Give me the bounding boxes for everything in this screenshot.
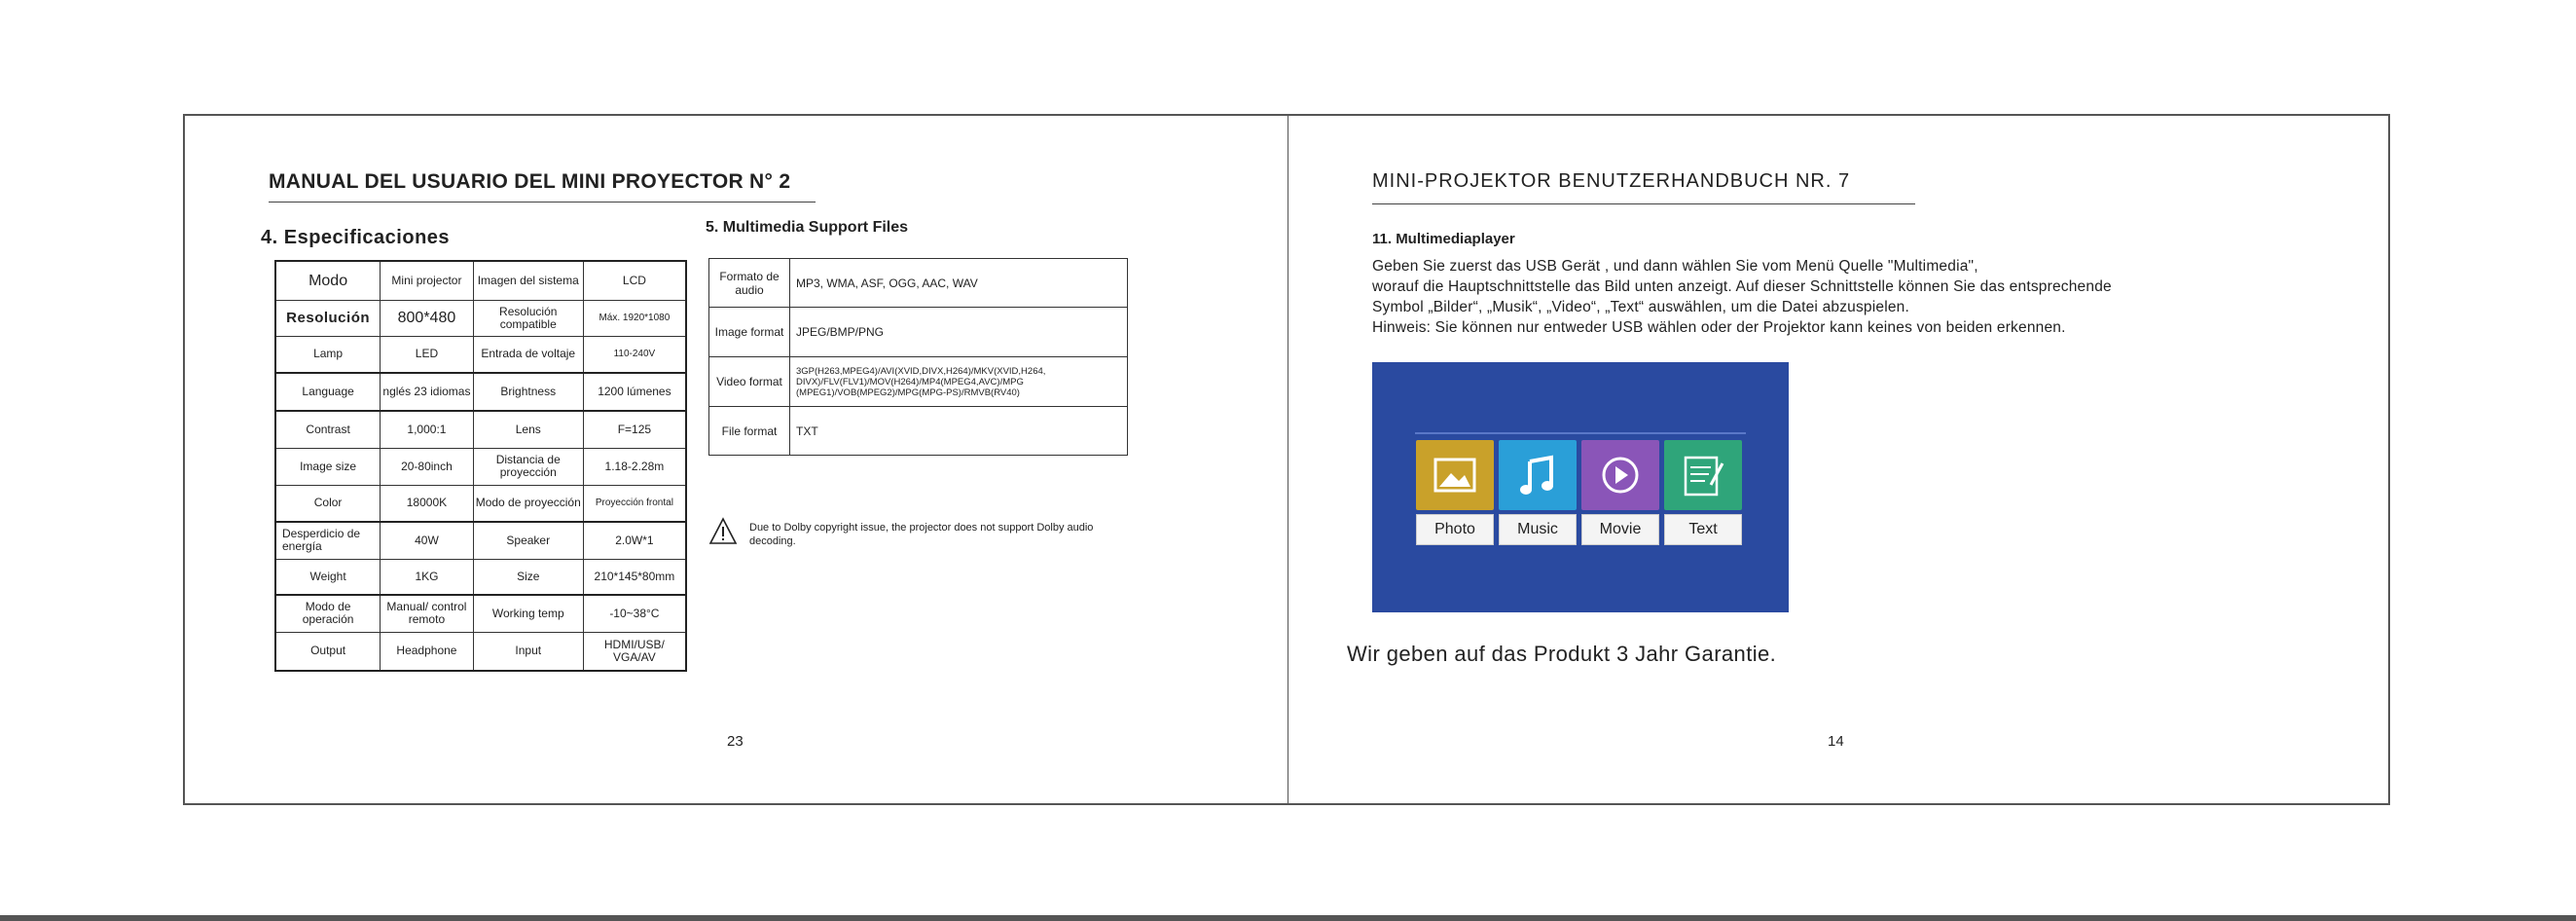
spec-cell: 2.0W*1 xyxy=(583,522,686,559)
spec-cell: 1KG xyxy=(381,559,473,595)
music-label[interactable]: Music xyxy=(1499,514,1577,545)
table-row xyxy=(275,485,686,522)
left-page xyxy=(185,116,1288,803)
table-row xyxy=(709,308,1128,357)
spec-cell: Language xyxy=(275,373,381,411)
table-row xyxy=(275,411,686,448)
text-label[interactable]: Text xyxy=(1664,514,1742,545)
left-page-title: MANUAL DEL USUARIO DEL MINI PROYECTOR N° 2 xyxy=(269,170,791,193)
table-row xyxy=(709,357,1128,407)
title-rule xyxy=(269,202,816,203)
spec-cell: Resolución compatible xyxy=(473,300,583,336)
spec-cell: Distancia de proyección xyxy=(473,448,583,485)
spec-cell: Speaker xyxy=(473,522,583,559)
body-line: worauf die Hauptschnittstelle das Bild unten anzeigt. Auf dieser Schnittstelle können Sie das entsprechende xyxy=(1372,278,2112,295)
spec-cell: HDMI/USB/ VGA/AV xyxy=(583,632,686,671)
spec-cell: 1,000:1 xyxy=(381,411,473,448)
body-line: Hinweis: Sie können nur entweder USB wählen oder der Projektor kann keines von beiden erkennen. xyxy=(1372,319,2066,336)
spec-cell: Input xyxy=(473,632,583,671)
format-key: Image format xyxy=(709,308,790,357)
body-line: Symbol „Bilder“, „Musik“, „Video“, „Text“ auswählen, um die Datei abzuspielen. xyxy=(1372,299,1909,315)
spec-cell: Weight xyxy=(275,559,381,595)
spec-cell: Brightness xyxy=(473,373,583,411)
spec-cell: 18000K xyxy=(381,485,473,522)
multimedia-screen xyxy=(1372,362,1789,612)
format-key: File format xyxy=(709,407,790,456)
table-row xyxy=(275,300,686,336)
spec-cell: Working temp xyxy=(473,595,583,632)
spec-cell: Modo de operación xyxy=(275,595,381,632)
music-icon xyxy=(1499,440,1577,510)
table-row xyxy=(275,595,686,632)
table-row xyxy=(275,261,686,300)
spec-cell: 110-240V xyxy=(583,336,686,373)
spec-cell: LED xyxy=(381,336,473,373)
table-row xyxy=(709,259,1128,308)
spec-cell: Resolución xyxy=(275,300,381,336)
spec-cell: Contrast xyxy=(275,411,381,448)
table-row xyxy=(709,407,1128,456)
right-page-title: MINI-PROJEKTOR BENUTZERHANDBUCH NR. 7 xyxy=(1372,170,1851,192)
warranty-text: Wir geben auf das Produkt 3 Jahr Garantie. xyxy=(1347,642,1777,666)
music-tile[interactable] xyxy=(1499,440,1577,510)
spec-cell: Image size xyxy=(275,448,381,485)
format-value: 3GP(H263,MPEG4)/AVI(XVID,DIVX,H264)/MKV(XVID,H264, DIVX)/FLV(FLV1)/MOV(H264)/MP4(MPEG4,AVC)/MPG (MPEG1)/VOB(MPEG2)/MPG(MPG-PS)/RMVB(RV40) xyxy=(790,357,1128,407)
movie-icon xyxy=(1581,440,1659,510)
spec-cell: Entrada de voltaje xyxy=(473,336,583,373)
warning-text: Due to Dolby copyright issue, the projector does not support Dolby audio decoding. xyxy=(749,522,1094,547)
table-row xyxy=(275,522,686,559)
spec-cell: 40W xyxy=(381,522,473,559)
table-row xyxy=(275,448,686,485)
spec-table xyxy=(274,260,687,672)
format-value: JPEG/BMP/PNG xyxy=(790,308,1128,357)
spec-cell: Modo xyxy=(275,261,381,300)
spec-cell: 1200 lúmenes xyxy=(583,373,686,411)
spec-cell: Imagen del sistema xyxy=(473,261,583,300)
spec-cell: 1.18-2.28m xyxy=(583,448,686,485)
spec-cell: 20-80inch xyxy=(381,448,473,485)
spec-cell: Modo de proyección xyxy=(473,485,583,522)
spec-heading: 4. Especificaciones xyxy=(261,227,451,248)
table-row xyxy=(275,559,686,595)
spec-cell: Mini projector xyxy=(381,261,473,300)
spec-cell: Máx. 1920*1080 xyxy=(583,300,686,336)
spec-cell: Color xyxy=(275,485,381,522)
section-body xyxy=(1372,256,2306,338)
format-key: Video format xyxy=(709,357,790,407)
spec-cell: 800*480 xyxy=(381,300,473,336)
spec-cell: -10~38°C xyxy=(583,595,686,632)
spec-cell: nglés 23 idiomas xyxy=(381,373,473,411)
body-line: Geben Sie zuerst das USB Gerät , und dann wählen Sie vom Menü Quelle "Multimedia", xyxy=(1372,258,1978,275)
format-key: Formato de audio xyxy=(709,259,790,308)
section-heading: 11. Multimediaplayer xyxy=(1372,231,1515,247)
table-row xyxy=(275,632,686,671)
spec-cell: Proyección frontal xyxy=(583,485,686,522)
title-rule xyxy=(1372,203,1915,204)
spec-cell: Manual/ control remoto xyxy=(381,595,473,632)
photo-label[interactable]: Photo xyxy=(1416,514,1494,545)
spec-cell: Lens xyxy=(473,411,583,448)
photo-tile[interactable] xyxy=(1416,440,1494,510)
spec-cell: Size xyxy=(473,559,583,595)
spec-cell: Output xyxy=(275,632,381,671)
format-value: TXT xyxy=(790,407,1128,456)
page-number: 14 xyxy=(1828,733,1844,750)
screen-divider xyxy=(1415,432,1746,434)
page-number: 23 xyxy=(727,733,744,750)
movie-tile[interactable] xyxy=(1581,440,1659,510)
spec-cell: Headphone xyxy=(381,632,473,671)
text-tile[interactable] xyxy=(1664,440,1742,510)
spec-cell: Lamp xyxy=(275,336,381,373)
spec-cell: F=125 xyxy=(583,411,686,448)
table-row xyxy=(275,336,686,373)
bottom-border xyxy=(0,915,2576,921)
spec-cell: Desperdicio de energía xyxy=(275,522,381,559)
spec-cell: LCD xyxy=(583,261,686,300)
multimedia-table xyxy=(708,258,1128,456)
format-value: MP3, WMA, ASF, OGG, AAC, WAV xyxy=(790,259,1128,308)
photo-icon xyxy=(1416,440,1494,510)
multimedia-heading: 5. Multimedia Support Files xyxy=(706,219,909,236)
spec-cell: 210*145*80mm xyxy=(583,559,686,595)
right-page xyxy=(1288,116,2390,803)
warning-icon xyxy=(708,517,738,546)
table-row xyxy=(275,373,686,411)
text-icon xyxy=(1664,440,1742,510)
movie-label[interactable]: Movie xyxy=(1581,514,1659,545)
manual-spread xyxy=(183,114,2390,805)
